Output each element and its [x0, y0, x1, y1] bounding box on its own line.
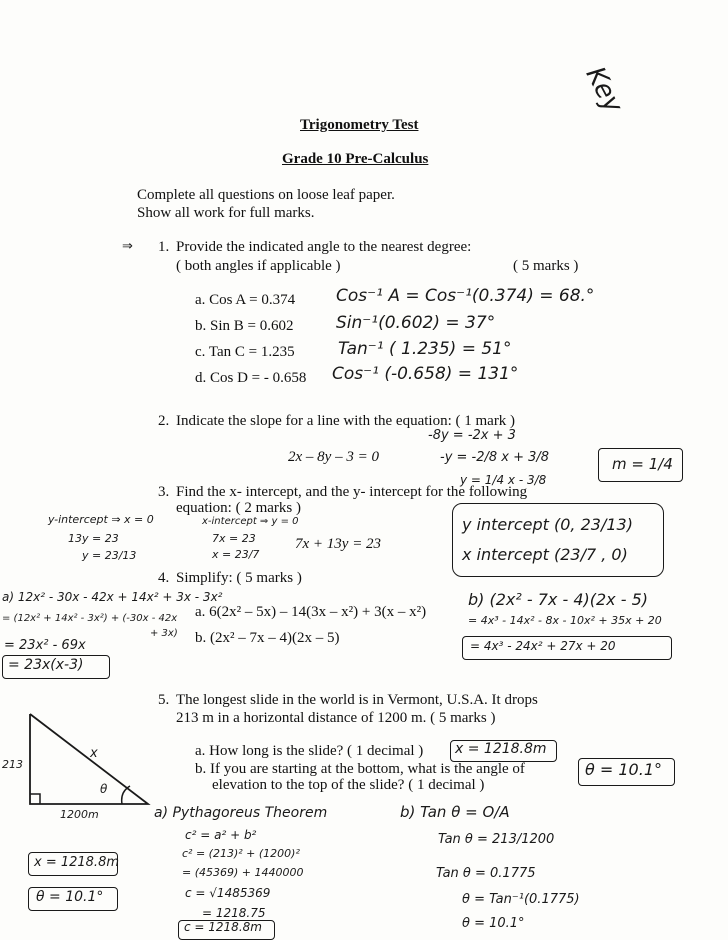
q1-number: 1.: [158, 239, 170, 255]
q2-text: Indicate the slope for a line with the equation: ( 1 mark ): [176, 413, 516, 429]
q5-work-b-2: Tan θ = 213/1200: [438, 832, 555, 847]
q5-work-a-4: = (45369) + 1440000: [182, 866, 304, 879]
q2-work-line-1: -8y = -2x + 3: [428, 428, 516, 443]
q3-answer-x: x intercept (23/7 , 0): [462, 545, 628, 564]
q4-text: Simplify: ( 5 marks ): [176, 570, 302, 586]
q3-text-2: equation: ( 2 marks ): [176, 500, 301, 516]
q4-work-a-1: a) 12x² - 30x - 42x + 14x² + 3x - 3x²: [2, 590, 223, 604]
q3-answer-y: y intercept (0, 23/13): [462, 515, 633, 534]
q3-work-x-3: x = 23/7: [212, 548, 260, 561]
q4-part-a: a. 6(2x² – 5x) – 14(3x – x²) + 3(x – x²): [195, 604, 427, 620]
q5-work-b-3: Tan θ = 0.1775: [436, 866, 536, 881]
q5-work-b-4: θ = Tan⁻¹(0.1775): [462, 892, 580, 907]
q4-work-b-2: = 4x³ - 14x² - 8x - 10x² + 35x + 20: [468, 614, 662, 627]
q5-work-a-5: c = √1485369: [185, 886, 271, 900]
q5-part-a: a. How long is the slide? ( 1 decimal ): [195, 743, 424, 759]
instructions-line-1: Complete all questions on loose leaf paper.: [137, 187, 395, 203]
q4-part-b: b. (2x² – 7x – 4)(2x – 5): [195, 630, 340, 646]
slide-triangle-diagram: [22, 706, 162, 816]
q5-work-a-3: c² = (213)² + (1200)²: [182, 847, 300, 860]
q1-item-d: d. Cos D = - 0.658: [195, 370, 307, 386]
q5-work-b-1: b) Tan θ = O/A: [400, 803, 510, 821]
q4-work-a-3: + 3x): [150, 628, 178, 639]
q1-text: Provide the indicated angle to the nearest degree:: [176, 239, 472, 255]
q1-answer-c: Tan⁻¹ ( 1.235) = 51°: [338, 339, 512, 359]
q1-item-b: b. Sin B = 0.602: [195, 318, 294, 334]
q1-subtext: ( both angles if applicable ): [176, 258, 341, 274]
q5-work-b-5: θ = 10.1°: [462, 916, 525, 931]
q1-item-a: a. Cos A = 0.374: [195, 292, 296, 308]
q5-work-a-1: a) Pythagoreus Theorem: [154, 805, 328, 821]
q3-work-x-2: 7x = 23: [212, 532, 256, 545]
diagram-base-label: 1200m: [60, 808, 99, 821]
diagram-angle-label: θ: [100, 782, 108, 796]
q4-number: 4.: [158, 570, 170, 586]
key-label: Key: [579, 62, 629, 119]
q1-answer-d: Cos⁻¹ (-0.658) = 131°: [332, 364, 519, 384]
page-title: Trigonometry Test: [300, 117, 419, 133]
q1-arrow: ⇒: [122, 239, 133, 254]
q4-answer-b: = 4x³ - 24x² + 27x + 20: [470, 639, 616, 653]
q4-answer-a-2: = 23x(x-3): [8, 657, 84, 673]
q5-answer-a: x = 1218.8m: [455, 741, 547, 757]
q2-work-line-2: -y = -2/8 x + 3/8: [440, 450, 550, 465]
diagram-height-label: 213: [2, 758, 23, 771]
summary-x: x = 1218.8m: [34, 855, 120, 870]
q3-work-y-2: 13y = 23: [68, 532, 119, 545]
q5-text: The longest slide in the world is in Vermont, U.S.A. It drops: [176, 692, 538, 708]
instructions-line-2: Show all work for full marks.: [137, 205, 315, 221]
q5-number: 5.: [158, 692, 170, 708]
q5-text-2: 213 m in a horizontal distance of 1200 m. ( 5 marks ): [176, 710, 496, 726]
summary-theta: θ = 10.1°: [36, 889, 104, 905]
q2-number: 2.: [158, 413, 170, 429]
q5-work-a-2: c² = a² + b²: [185, 828, 257, 842]
q4-work-b-1: b) (2x² - 7x - 4)(2x - 5): [468, 590, 649, 609]
q5-part-b: b. If you are starting at the bottom, what is the angle of: [195, 761, 525, 777]
q5-part-b-2: elevation to the top of the slide? ( 1 decimal ): [212, 777, 485, 793]
q3-work-y-1: y-intercept ⇒ x = 0: [48, 513, 154, 526]
diagram-hyp-label: x: [90, 746, 98, 761]
q2-answer: m = 1/4: [612, 455, 673, 473]
q1-item-c: c. Tan C = 1.235: [195, 344, 295, 360]
q1-answer-a: Cos⁻¹ A = Cos⁻¹(0.374) = 68.°: [336, 286, 595, 306]
q3-equation: 7x + 13y = 23: [295, 536, 382, 552]
q1-answer-b: Sin⁻¹(0.602) = 37°: [336, 313, 496, 333]
q4-answer-a-1: = 23x² - 69x: [4, 638, 86, 653]
page-subtitle: Grade 10 Pre-Calculus: [282, 151, 429, 167]
q3-work-y-3: y = 23/13: [82, 549, 137, 562]
q2-equation: 2x – 8y – 3 = 0: [288, 449, 379, 465]
q1-marks: ( 5 marks ): [513, 258, 579, 274]
q5-work-a-7: c = 1218.8m: [184, 920, 262, 934]
q3-work-x-1: x-intercept ⇒ y = 0: [202, 516, 299, 527]
q3-number: 3.: [158, 484, 170, 500]
q3-text: Find the x- intercept, and the y- intercept for the following: [176, 484, 528, 500]
q5-work-a-6: = 1218.75: [202, 906, 266, 920]
q4-work-a-2: = (12x² + 14x² - 3x²) + (-30x - 42x: [2, 613, 178, 624]
q2-work-line-3: y = 1/4 x - 3/8: [460, 473, 547, 487]
q5-answer-b: θ = 10.1°: [585, 760, 662, 779]
